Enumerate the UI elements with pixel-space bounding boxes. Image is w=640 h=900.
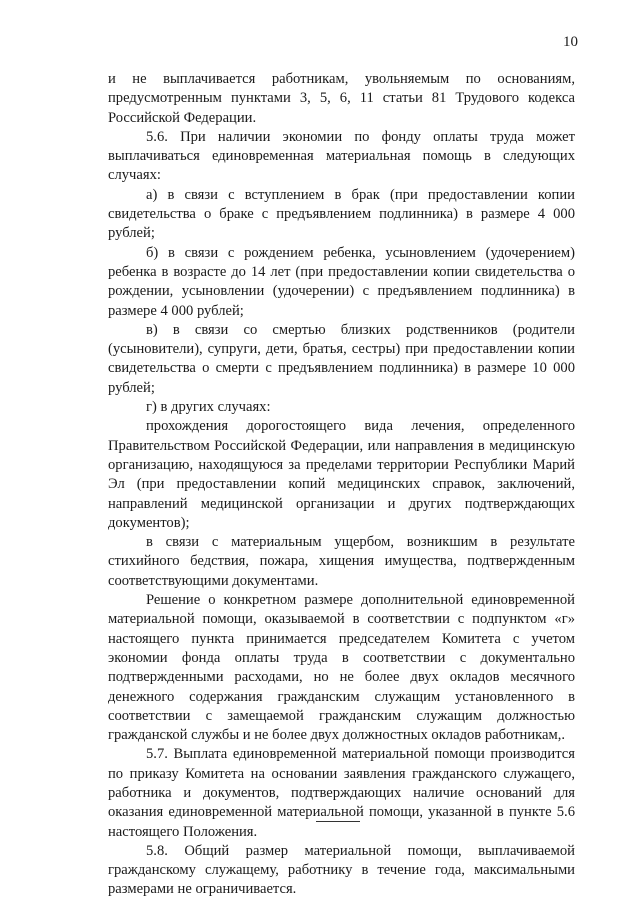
paragraph-treatment: прохождения дорогостоящего вида лечения, определенного Правительством Российской Федерации, или направления в медицинскую организацию, находящуюся за пределами территории Республики Марий Эл (при предоставлении копий медицинских справок, заключений, направлений медицинской организации и других подтверждающих документов); (108, 418, 575, 531)
page-number: 10 (563, 34, 578, 50)
paragraph-5-6-g: г) в других случаях: (146, 399, 271, 416)
paragraph-decision: Решение о конкретном размере дополнительной единовременной материальной помощи, оказываемой в соответствии с подпунктом «г» настоящего пункта принимается председателем Комитета с учетом экономии фонда оплаты труда в соответствии с документально подтвержденными расходами, но не более двух окладов месячного денежного содержания гражданским служащим установленного в соответствии с замещаемой гражданским служащим должностью гражданской службы и не более двух должностных окладов работникам,. (108, 592, 575, 744)
paragraph-5-6-b: б) в связи с рождением ребенка, усыновлением (удочерением) ребенка в возрасте до 14 лет (при предоставлении копии свидетельства о рождении, усыновлении (удочерении) с предъявлением подлинника) в размере 4 000 рублей; (108, 244, 575, 319)
paragraph-continuation: и не выплачивается работникам, увольняемым по основаниям, предусмотренным пунктами 3, 5, 6, 11 статьи 81 Трудового кодекса Российской Федерации. (108, 71, 575, 126)
document-body (108, 70, 575, 900)
paragraph-5-6: 5.6. При наличии экономии по фонду оплаты труда может выплачиваться единовременная материальная помощь в следующих случаях: (108, 128, 575, 184)
paragraph-5-7: 5.7. Выплата единовременной материальной помощи производится по приказу Комитета на основании заявления гражданского служащего, работника и документов, подтверждающих наличие оснований для оказания единовременной материальной помощи, указанной в пункте 5.6 настоящего Положения. (108, 746, 575, 840)
paragraph-5-6-a: а) в связи с вступлением в брак (при предоставлении копии свидетельства о браке с предъявлением подлинника) в размере 4 000 рублей; (108, 186, 575, 242)
paragraph-damage: в связи с материальным ущербом, возникшим в результате стихийного бедствия, пожара, хищения имущества, подтвержденным соответствующими документами. (108, 534, 575, 589)
paragraph-5-8: 5.8. Общий размер материальной помощи, выплачиваемой гражданскому служащему, работнику в течение года, максимальными размерами не ограничивается. (108, 842, 575, 898)
end-of-document-line (316, 821, 360, 822)
paragraph-5-6-v: в) в связи со смертью близких родственников (родители (усыновители), супруги, дети, братья, сестры) при предоставлении копии свидетельства о смерти с предъявлением подлинника) в размере 10 000 рублей; (108, 321, 575, 396)
